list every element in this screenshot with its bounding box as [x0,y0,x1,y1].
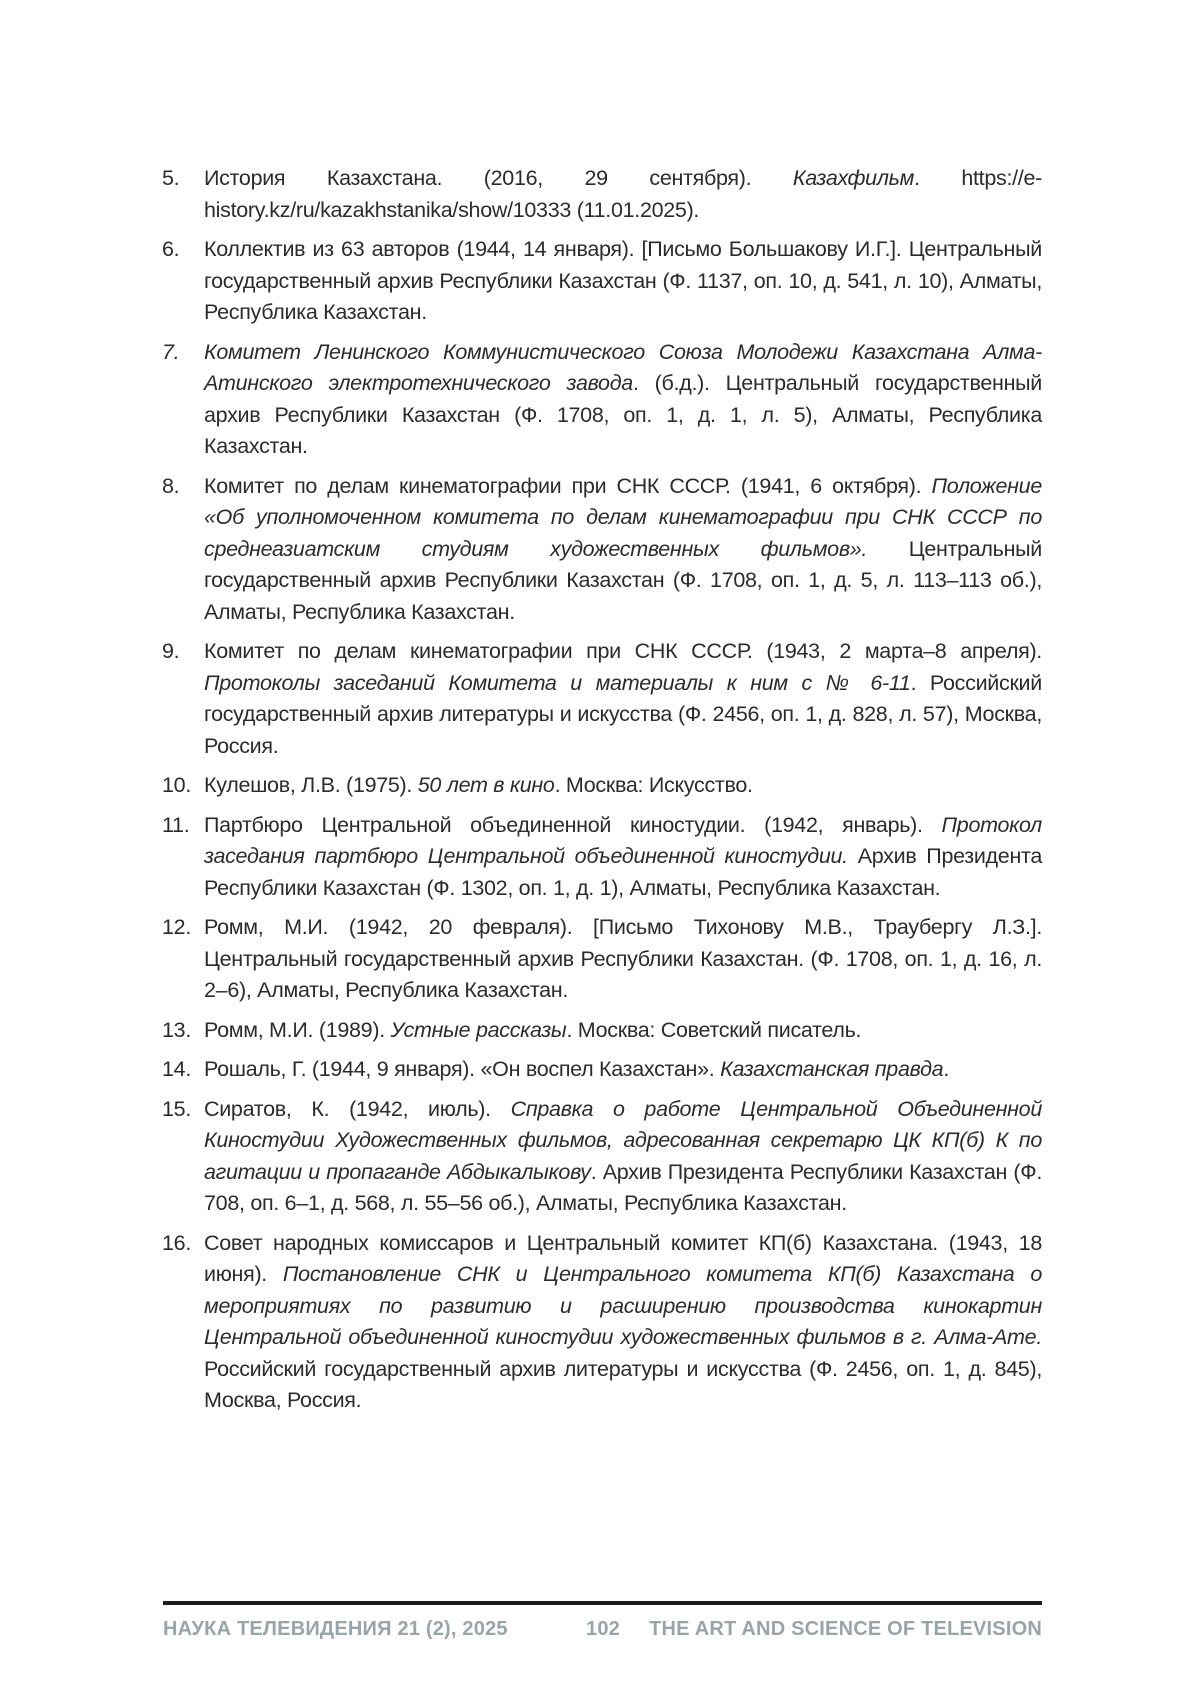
reference-title: Постановление СНК и Центрального комитета КП(б) Казахстана о мероприятиях по развитию и расширению производства кинокартин Центральной объединенной киностудии художественных фильмов в г. Алма-Ате. [204,1262,1042,1349]
reference-title: Протокол заседания партбюро Центральной объединенной киностудии. [204,812,1042,868]
page-footer [163,1618,1042,1648]
reference-title: Казахфильм [792,166,915,190]
reference-number: 9. [162,639,180,663]
reference-text: . Москва: Искусство. [554,773,753,797]
reference-text: Российский государственный архив литературы и искусства (Ф. 2456, оп. 1, д. 845), Москва, Россия. [204,1356,1042,1412]
reference-number: 8. [162,473,180,498]
reference-item [162,1228,1042,1417]
reference-text: История Казахстана. (2016, 29 сентября). [204,166,793,190]
reference-text: Партбюро Центральной объединенной киностудии. (1942, январь). [204,812,942,837]
reference-number: 14. [162,1057,191,1081]
reference-number: 7. [162,339,180,364]
reference-item [162,810,1042,905]
reference-number: 15. [162,1096,191,1121]
reference-title: Протоколы заседаний Комитета и материалы к ним с № 6-11 [204,670,911,695]
reference-number: 11. [162,812,190,837]
reference-title: Положение «Об уполномоченном комитета по делам кинематографии при СНК СССР по среднеазиатским студиям художественных фильмов». [204,473,1042,561]
reference-number: 6. [162,237,180,261]
reference-item [162,770,1042,802]
journal-title-en: THE ART AND SCIENCE OF TELEVISION [649,1618,1042,1640]
reference-text: Рошаль, Г. (1944, 9 января). «Он воспел Казахстан». [204,1057,721,1081]
reference-item [162,471,1042,629]
reference-text: Комитет по делам кинематографии при СНК СССР. (1941, 6 октября). [204,473,932,498]
reference-number: 16. [162,1230,191,1255]
reference-title: Комитет Ленинского Коммунистического Союза Молодежи Казахстана Алма-Атинского электротехнического завода [204,339,1042,395]
footer-rule [163,1601,1042,1605]
reference-item [162,234,1042,329]
reference-text: . https://e-history.kz/ru/kazakhstanika/show/10333 (11.01.2025). [204,166,1042,222]
reference-item [162,912,1042,1007]
reference-text: . Архив Президента Республики Казахстан (Ф. 708, оп. 6–1, д. 568, л. 55–56 об.), Алматы, Республика Казахстан. [204,1159,1042,1215]
reference-item [162,1094,1042,1220]
reference-text: Центральный государственный архив Республики Казахстан (Ф. 1708, оп. 1, д. 5, л. 113–113 об.), Алматы, Республика Казахстан. [204,536,1043,624]
reference-item [162,1054,1042,1086]
reference-number: 10. [162,773,191,797]
reference-title: 50 лет в кино [417,773,555,797]
reference-item [162,163,1042,226]
reference-item [162,636,1042,762]
reference-text: . (б.д.). Центральный государственный архив Республики Казахстан (Ф. 1708, оп. 1, д. 1, л. 5), Алматы, Республика Казахстан. [204,371,1042,458]
reference-title: Справка о работе Центральной Объединенной Киностудии Художественных фильмов, адресованная секретарю ЦК КП(б) К по агитации и пропаганде Абдыкалыкову [204,1096,1042,1184]
reference-text: Кулешов, Л.В. (1975). [204,773,418,797]
page-number: 102 [586,1618,620,1640]
reference-number: 13. [162,1017,191,1042]
reference-text: Совет народных комиссаров и Центральный комитет КП(б) Казахстана. (1943, 18 июня). [204,1230,1042,1286]
reference-text: . Российский государственный архив литературы и искусства (Ф. 2456, оп. 1, д. 828, л. 57), Москва, Россия. [204,670,1042,758]
journal-title-ru: НАУКА ТЕЛЕВИДЕНИЯ 21 (2), 2025 [163,1618,508,1640]
reference-text: Комитет по делам кинематографии при СНК СССР. (1943, 2 марта–8 апреля). [204,639,1042,663]
reference-text: Архив Президента Республики Казахстан (Ф. 1302, оп. 1, д. 1), Алматы, Республика Казахстан. [204,844,1042,900]
reference-number: 5. [162,166,180,190]
reference-text: Сиратов, К. (1942, июль). [204,1096,511,1121]
reference-text: . [943,1057,950,1081]
reference-item [162,1015,1042,1047]
reference-list [162,163,1042,1425]
reference-text: Ромм, М.И. (1942, 20 февраля). [Письмо Тихонову М.В., Траубергу Л.З.]. Центральный государственный архив Республики Казахстан. (Ф. 1708, оп. 1, д. 16, л. 2–6), Алматы, Республика Казахстан. [204,915,1042,1002]
reference-text: . Москва: Советский писатель. [566,1017,862,1042]
reference-title: Казахстанская правда [720,1057,944,1081]
reference-title: Устные рассказы [390,1017,567,1042]
reference-text: Коллектив из 63 авторов (1944, 14 января). [Письмо Большакову И.Г.]. Центральный государственный архив Республики Казахстан (Ф. 1137, оп. 10, д. 541, л. 10), Алматы, Республика Казахстан. [204,237,1042,324]
reference-item [162,337,1042,463]
reference-text: Ромм, М.И. (1989). [204,1017,391,1042]
reference-number: 12. [162,915,191,939]
